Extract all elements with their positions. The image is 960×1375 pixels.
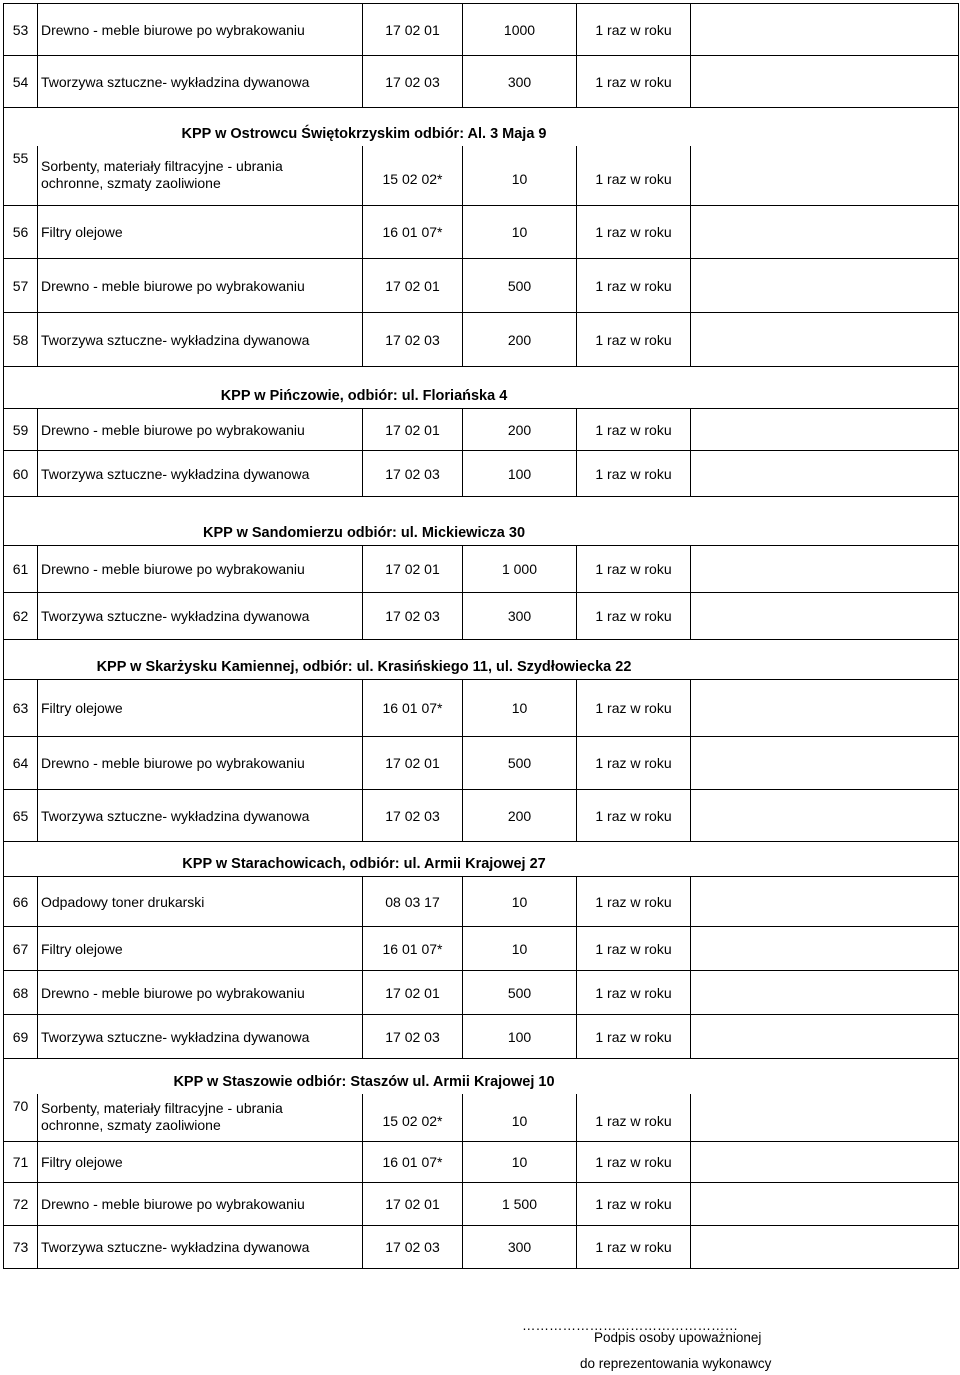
table-row xyxy=(4,146,959,206)
pickup-frequency: 1 raz w roku xyxy=(577,1094,691,1142)
table-row xyxy=(4,790,959,842)
signature-line: ………………………………………… xyxy=(522,1318,738,1333)
row-number: 61 xyxy=(4,546,38,593)
pickup-frequency: 1 raz w roku xyxy=(577,1183,691,1226)
waste-quantity: 200 xyxy=(463,790,577,842)
row-number: 54 xyxy=(4,56,38,108)
row-number: 70 xyxy=(4,1094,38,1142)
waste-code: 17 02 03 xyxy=(363,1015,463,1059)
section-header: KPP w Pińczowie, odbiór: ul. Floriańska 4 xyxy=(38,367,691,409)
pickup-frequency: 1 raz w roku xyxy=(577,313,691,367)
table-row xyxy=(4,680,959,737)
pickup-frequency: 1 raz w roku xyxy=(577,593,691,640)
pickup-frequency: 1 raz w roku xyxy=(577,971,691,1015)
row-number: 71 xyxy=(4,1142,38,1183)
waste-code: 17 02 01 xyxy=(363,259,463,313)
waste-code: 17 02 03 xyxy=(363,593,463,640)
pickup-frequency: 1 raz w roku xyxy=(577,409,691,451)
row-number-spacer xyxy=(4,842,38,877)
empty-cell xyxy=(691,206,959,259)
table-row xyxy=(4,1226,959,1269)
empty-cell xyxy=(691,971,959,1015)
row-number-spacer xyxy=(4,640,38,680)
row-number: 65 xyxy=(4,790,38,842)
waste-name-line2: ochronne, szmaty zaoliwione xyxy=(41,1117,221,1134)
row-number: 64 xyxy=(4,737,38,790)
section-header-row xyxy=(4,108,959,146)
waste-name: Drewno - meble biurowe po wybrakowaniu xyxy=(38,546,363,593)
waste-quantity: 300 xyxy=(463,56,577,108)
waste-name: Filtry olejowe xyxy=(38,1142,363,1183)
pickup-frequency: 1 raz w roku xyxy=(577,546,691,593)
waste-quantity: 1 000 xyxy=(463,546,577,593)
table-row xyxy=(4,206,959,259)
waste-quantity: 500 xyxy=(463,971,577,1015)
empty-cell xyxy=(691,451,959,497)
waste-name-line1: Sorbenty, materiały filtracyjne - ubrania xyxy=(41,1100,283,1117)
waste-name: Odpadowy toner drukarski xyxy=(38,877,363,927)
waste-code: 08 03 17 xyxy=(363,877,463,927)
row-number: 59 xyxy=(4,409,38,451)
waste-table xyxy=(3,3,959,1269)
empty-cell xyxy=(691,56,959,108)
pickup-frequency: 1 raz w roku xyxy=(577,877,691,927)
table-row xyxy=(4,451,959,497)
table-row xyxy=(4,4,959,56)
row-number: 72 xyxy=(4,1183,38,1226)
table-row xyxy=(4,877,959,927)
row-number: 68 xyxy=(4,971,38,1015)
row-number-spacer xyxy=(4,367,38,409)
waste-name: Drewno - meble biurowe po wybrakowaniu xyxy=(38,259,363,313)
waste-name: Filtry olejowe xyxy=(38,927,363,971)
table-row xyxy=(4,737,959,790)
section-header-row xyxy=(4,842,959,877)
waste-name: Tworzywa sztuczne- wykładzina dywanowa xyxy=(38,1015,363,1059)
waste-code: 16 01 07* xyxy=(363,206,463,259)
waste-quantity: 1000 xyxy=(463,4,577,56)
waste-code: 16 01 07* xyxy=(363,680,463,737)
pickup-frequency: 1 raz w roku xyxy=(577,680,691,737)
empty-cell xyxy=(691,313,959,367)
waste-code: 17 02 01 xyxy=(363,1183,463,1226)
pickup-frequency: 1 raz w roku xyxy=(577,1142,691,1183)
waste-name: Filtry olejowe xyxy=(38,680,363,737)
section-header: KPP w Ostrowcu Świętokrzyskim odbiór: Al. 3 Maja 9 xyxy=(38,108,691,146)
empty-cell xyxy=(691,1183,959,1226)
row-number: 56 xyxy=(4,206,38,259)
table-row xyxy=(4,927,959,971)
waste-quantity: 100 xyxy=(463,1015,577,1059)
waste-name xyxy=(38,1094,363,1142)
waste-quantity: 10 xyxy=(463,680,577,737)
waste-code: 16 01 07* xyxy=(363,927,463,971)
waste-quantity: 10 xyxy=(463,927,577,971)
waste-quantity: 10 xyxy=(463,1094,577,1142)
empty-cell xyxy=(691,1059,959,1094)
section-header: KPP w Skarżysku Kamiennej, odbiór: ul. Krasińskiego 11, ul. Szydłowiecka 22 xyxy=(38,640,691,680)
empty-cell xyxy=(691,146,959,206)
pickup-frequency: 1 raz w roku xyxy=(577,259,691,313)
table-row xyxy=(4,1094,959,1142)
waste-code: 17 02 03 xyxy=(363,451,463,497)
table-row xyxy=(4,546,959,593)
waste-name: Tworzywa sztuczne- wykładzina dywanowa xyxy=(38,593,363,640)
table-row xyxy=(4,409,959,451)
waste-quantity: 10 xyxy=(463,206,577,259)
empty-cell xyxy=(691,1094,959,1142)
waste-name: Filtry olejowe xyxy=(38,206,363,259)
waste-name: Tworzywa sztuczne- wykładzina dywanowa xyxy=(38,451,363,497)
waste-code: 17 02 03 xyxy=(363,56,463,108)
row-number: 73 xyxy=(4,1226,38,1269)
table-row xyxy=(4,1015,959,1059)
row-number-spacer xyxy=(4,497,38,546)
row-number: 66 xyxy=(4,877,38,927)
waste-quantity: 300 xyxy=(463,593,577,640)
empty-cell xyxy=(691,1015,959,1059)
waste-name: Drewno - meble biurowe po wybrakowaniu xyxy=(38,4,363,56)
section-header-row xyxy=(4,367,959,409)
waste-quantity: 100 xyxy=(463,451,577,497)
waste-name: Tworzywa sztuczne- wykładzina dywanowa xyxy=(38,1226,363,1269)
waste-code: 17 02 01 xyxy=(363,971,463,1015)
waste-name: Tworzywa sztuczne- wykładzina dywanowa xyxy=(38,313,363,367)
waste-name: Tworzywa sztuczne- wykładzina dywanowa xyxy=(38,790,363,842)
empty-cell xyxy=(691,259,959,313)
empty-cell xyxy=(691,790,959,842)
waste-quantity: 10 xyxy=(463,1142,577,1183)
empty-cell xyxy=(691,593,959,640)
empty-cell xyxy=(691,497,959,546)
empty-cell xyxy=(691,640,959,680)
pickup-frequency: 1 raz w roku xyxy=(577,790,691,842)
table-row xyxy=(4,593,959,640)
waste-name: Tworzywa sztuczne- wykładzina dywanowa xyxy=(38,56,363,108)
waste-name xyxy=(38,146,363,206)
waste-code: 15 02 02* xyxy=(363,146,463,206)
waste-code: 16 01 07* xyxy=(363,1142,463,1183)
pickup-frequency: 1 raz w roku xyxy=(577,737,691,790)
waste-quantity: 10 xyxy=(463,146,577,206)
signature-caption-line2: do reprezentowania wykonawcy xyxy=(580,1356,772,1371)
pickup-frequency: 1 raz w roku xyxy=(577,1226,691,1269)
section-header-row xyxy=(4,640,959,680)
table-row xyxy=(4,313,959,367)
pickup-frequency: 1 raz w roku xyxy=(577,4,691,56)
waste-quantity: 500 xyxy=(463,737,577,790)
pickup-frequency: 1 raz w roku xyxy=(577,206,691,259)
waste-code: 17 02 03 xyxy=(363,313,463,367)
empty-cell xyxy=(691,367,959,409)
pickup-frequency: 1 raz w roku xyxy=(577,927,691,971)
pickup-frequency: 1 raz w roku xyxy=(577,56,691,108)
row-number: 63 xyxy=(4,680,38,737)
row-number-spacer xyxy=(4,1059,38,1094)
waste-name: Drewno - meble biurowe po wybrakowaniu xyxy=(38,737,363,790)
table-row xyxy=(4,1183,959,1226)
pickup-frequency: 1 raz w roku xyxy=(577,451,691,497)
section-header-row xyxy=(4,1059,959,1094)
section-header: KPP w Staszowie odbiór: Staszów ul. Armii Krajowej 10 xyxy=(38,1059,691,1094)
empty-cell xyxy=(691,1142,959,1183)
empty-cell xyxy=(691,680,959,737)
empty-cell xyxy=(691,546,959,593)
row-number: 58 xyxy=(4,313,38,367)
empty-cell xyxy=(691,927,959,971)
section-header: KPP w Starachowicach, odbiór: ul. Armii Krajowej 27 xyxy=(38,842,691,877)
section-header-row xyxy=(4,497,959,546)
row-number: 53 xyxy=(4,4,38,56)
empty-cell xyxy=(691,877,959,927)
waste-code: 17 02 03 xyxy=(363,790,463,842)
section-header: KPP w Sandomierzu odbiór: ul. Mickiewicza 30 xyxy=(38,497,691,546)
waste-quantity: 1 500 xyxy=(463,1183,577,1226)
row-number: 55 xyxy=(4,146,38,206)
row-number-spacer xyxy=(4,108,38,146)
waste-code: 17 02 01 xyxy=(363,409,463,451)
waste-quantity: 10 xyxy=(463,877,577,927)
pickup-frequency: 1 raz w roku xyxy=(577,146,691,206)
empty-cell xyxy=(691,409,959,451)
empty-cell xyxy=(691,4,959,56)
waste-code: 17 02 03 xyxy=(363,1226,463,1269)
waste-name-line2: ochronne, szmaty zaoliwione xyxy=(41,175,221,192)
row-number: 62 xyxy=(4,593,38,640)
row-number: 67 xyxy=(4,927,38,971)
waste-code: 17 02 01 xyxy=(363,546,463,593)
waste-name-line1: Sorbenty, materiały filtracyjne - ubrania xyxy=(41,158,283,175)
signature-caption-line1: Podpis osoby upoważnionej xyxy=(594,1330,762,1345)
waste-name: Drewno - meble biurowe po wybrakowaniu xyxy=(38,971,363,1015)
row-number: 60 xyxy=(4,451,38,497)
waste-quantity: 500 xyxy=(463,259,577,313)
empty-cell xyxy=(691,1226,959,1269)
table-row xyxy=(4,259,959,313)
waste-code: 17 02 01 xyxy=(363,4,463,56)
waste-code: 17 02 01 xyxy=(363,737,463,790)
empty-cell xyxy=(691,737,959,790)
table-row xyxy=(4,971,959,1015)
waste-name: Drewno - meble biurowe po wybrakowaniu xyxy=(38,1183,363,1226)
waste-name: Drewno - meble biurowe po wybrakowaniu xyxy=(38,409,363,451)
waste-quantity: 300 xyxy=(463,1226,577,1269)
waste-quantity: 200 xyxy=(463,409,577,451)
row-number: 69 xyxy=(4,1015,38,1059)
table-row xyxy=(4,1142,959,1183)
table-row xyxy=(4,56,959,108)
row-number: 57 xyxy=(4,259,38,313)
pickup-frequency: 1 raz w roku xyxy=(577,1015,691,1059)
waste-code: 15 02 02* xyxy=(363,1094,463,1142)
empty-cell xyxy=(691,108,959,146)
empty-cell xyxy=(691,842,959,877)
waste-quantity: 200 xyxy=(463,313,577,367)
